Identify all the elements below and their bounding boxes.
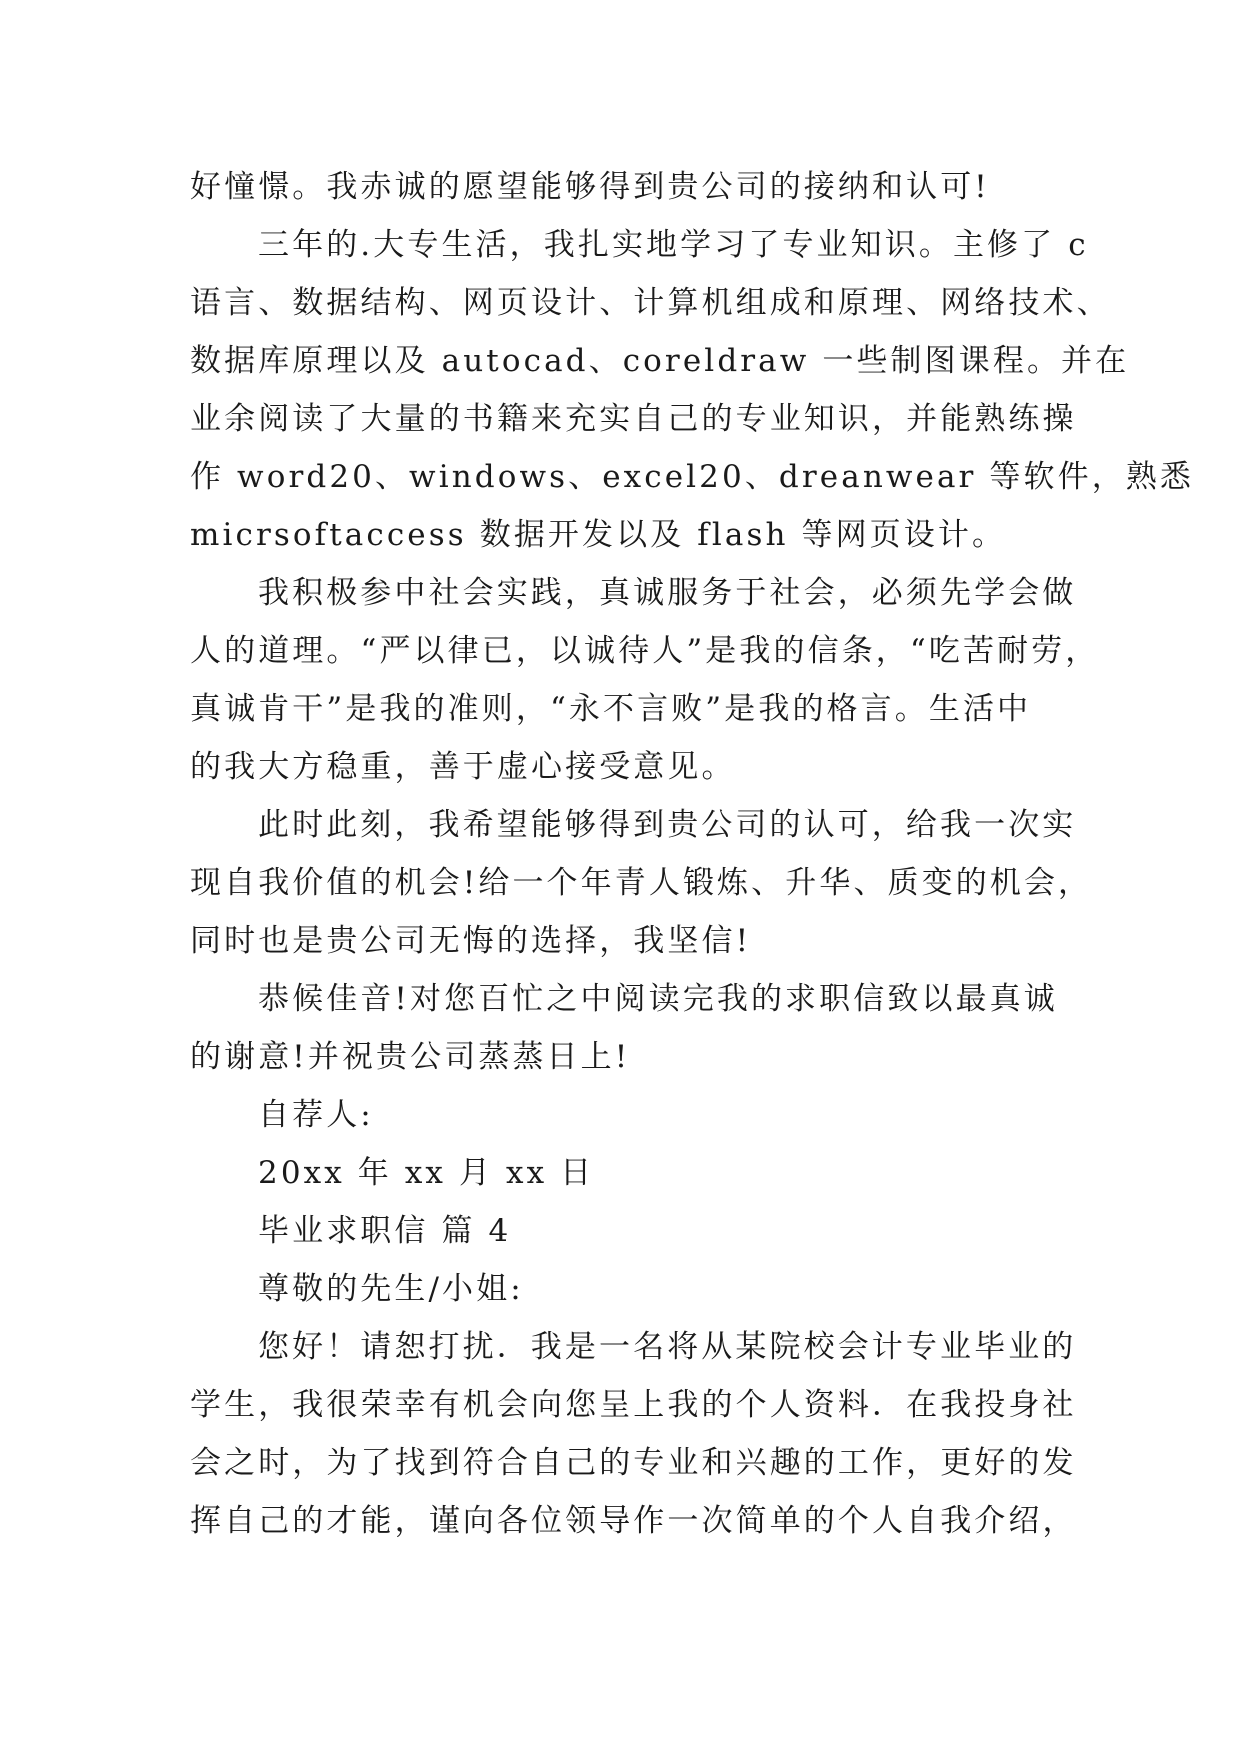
text-line: micrsoftaccess 数据开发以及 flash 等网页设计。 bbox=[190, 517, 1007, 553]
text-line: 挥自己的才能，谨向各位领导作一次简单的个人自我介绍， bbox=[190, 1503, 1077, 1539]
text-line: 好憧憬。我赤诚的愿望能够得到贵公司的接纳和认可! bbox=[190, 169, 990, 205]
text-line: 的谢意!并祝贵公司蒸蒸日上! bbox=[190, 1039, 631, 1075]
text-line: 真诚肯干”是我的准则，“永不言败”是我的格言。生活中 bbox=[190, 691, 1032, 727]
paragraph-start-line: 我积极参中社会实践，真诚服务于社会，必须先学会做 bbox=[258, 575, 1077, 611]
paragraph-start-line: 恭候佳音!对您百忙之中阅读完我的求职信致以最真诚 bbox=[258, 981, 1058, 1017]
text-line: 现自我价值的机会!给一个年青人锻炼、升华、质变的机会， bbox=[190, 865, 1093, 901]
text-line: 作 word20、windows、excel20、dreanwear 等软件，熟悉 bbox=[190, 459, 1195, 495]
paragraph-start-line: 您好！请恕打扰．我是一名将从某院校会计专业毕业的 bbox=[258, 1329, 1077, 1365]
section-heading: 毕业求职信 篇 4 bbox=[258, 1213, 512, 1249]
text-line: 人的道理。“严以律已，以诚待人”是我的信条，“吃苦耐劳， bbox=[190, 633, 1100, 669]
paragraph-start-line: 此时此刻，我希望能够得到贵公司的认可，给我一次实 bbox=[258, 807, 1077, 843]
date-line: 20xx 年 xx 月 xx 日 bbox=[258, 1155, 595, 1191]
text-line: 的我大方稳重，善于虚心接受意见。 bbox=[190, 749, 736, 785]
text-line: 数据库原理以及 autocad、coreldraw 一些制图课程。并在 bbox=[190, 343, 1130, 379]
text-line: 同时也是贵公司无悔的选择，我坚信! bbox=[190, 923, 752, 959]
document-page bbox=[190, 158, 1195, 1550]
text-line: 语言、数据结构、网页设计、计算机组成和原理、网络技术、 bbox=[190, 285, 1111, 321]
signature-label: 自荐人: bbox=[258, 1097, 374, 1133]
paragraph-start-line: 三年的.大专生活，我扎实地学习了专业知识。主修了 c bbox=[258, 227, 1089, 263]
salutation: 尊敬的先生/小姐: bbox=[258, 1271, 524, 1307]
text-line: 会之时，为了找到符合自己的专业和兴趣的工作，更好的发 bbox=[190, 1445, 1077, 1481]
text-line: 学生，我很荣幸有机会向您呈上我的个人资料．在我投身社 bbox=[190, 1387, 1077, 1423]
text-line: 业余阅读了大量的书籍来充实自己的专业知识，并能熟练操 bbox=[190, 401, 1077, 437]
